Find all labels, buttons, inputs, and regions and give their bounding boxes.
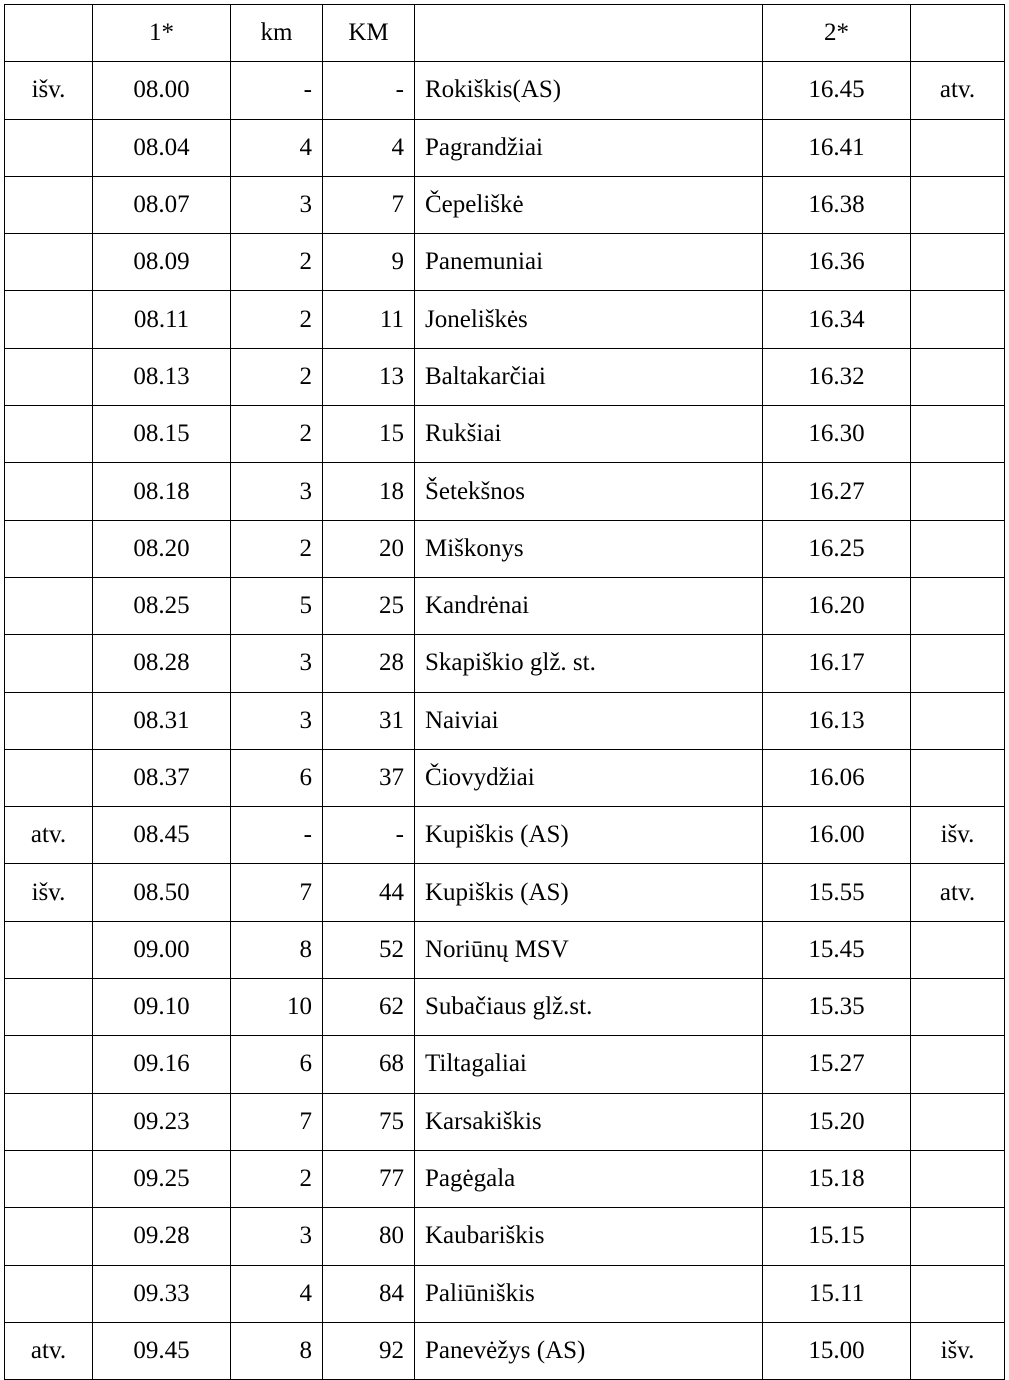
cell-km-total: 20: [323, 520, 415, 577]
cell-km-leg: 10: [231, 979, 323, 1036]
cell-km-total: 11: [323, 291, 415, 348]
table-row: [5, 692, 1005, 749]
cell-km-leg: 8: [231, 921, 323, 978]
cell-time-down: 08.28: [93, 635, 231, 692]
table-row: [5, 520, 1005, 577]
cell-departure-left: [5, 520, 93, 577]
cell-departure-left: [5, 749, 93, 806]
cell-departure-right: išv.: [911, 807, 1005, 864]
cell-departure-left: [5, 1208, 93, 1265]
header-km-total: KM: [323, 5, 415, 62]
table-row: [5, 1150, 1005, 1207]
cell-departure-left: [5, 692, 93, 749]
cell-departure-left: [5, 1150, 93, 1207]
cell-departure-left: [5, 463, 93, 520]
cell-time-up: 16.17: [763, 635, 911, 692]
cell-time-down: 08.07: [93, 176, 231, 233]
cell-km-total: 92: [323, 1322, 415, 1379]
cell-departure-right: [911, 1150, 1005, 1207]
cell-km-leg: 7: [231, 864, 323, 921]
cell-station: Rokiškis(AS): [415, 62, 763, 119]
table-row: [5, 749, 1005, 806]
cell-departure-right: [911, 577, 1005, 634]
cell-time-up: 16.45: [763, 62, 911, 119]
cell-km-total: 75: [323, 1093, 415, 1150]
cell-km-leg: 3: [231, 463, 323, 520]
cell-km-leg: 2: [231, 406, 323, 463]
cell-time-up: 15.15: [763, 1208, 911, 1265]
table-row: [5, 291, 1005, 348]
cell-time-down: 09.00: [93, 921, 231, 978]
cell-km-leg: 4: [231, 1265, 323, 1322]
cell-km-leg: 8: [231, 1322, 323, 1379]
table-row: [5, 577, 1005, 634]
cell-km-leg: 4: [231, 119, 323, 176]
cell-departure-left: [5, 979, 93, 1036]
cell-time-up: 15.11: [763, 1265, 911, 1322]
cell-km-total: 9: [323, 234, 415, 291]
cell-departure-left: [5, 406, 93, 463]
cell-time-up: 16.06: [763, 749, 911, 806]
cell-station: Rukšiai: [415, 406, 763, 463]
cell-station: Panevėžys (AS): [415, 1322, 763, 1379]
cell-km-leg: 2: [231, 520, 323, 577]
cell-departure-left: [5, 119, 93, 176]
cell-station: Joneliškės: [415, 291, 763, 348]
cell-km-total: 7: [323, 176, 415, 233]
cell-departure-left: [5, 291, 93, 348]
cell-km-total: 62: [323, 979, 415, 1036]
cell-time-up: 16.36: [763, 234, 911, 291]
cell-km-total: 25: [323, 577, 415, 634]
cell-km-total: -: [323, 62, 415, 119]
cell-departure-left: [5, 635, 93, 692]
cell-departure-right: [911, 921, 1005, 978]
cell-departure-right: [911, 1036, 1005, 1093]
cell-departure-right: [911, 176, 1005, 233]
cell-departure-right: [911, 979, 1005, 1036]
cell-km-leg: 6: [231, 1036, 323, 1093]
cell-km-total: 52: [323, 921, 415, 978]
cell-station: Miškonys: [415, 520, 763, 577]
cell-km-total: -: [323, 807, 415, 864]
cell-departure-left: išv.: [5, 62, 93, 119]
cell-departure-right: išv.: [911, 1322, 1005, 1379]
cell-time-down: 08.18: [93, 463, 231, 520]
cell-km-leg: -: [231, 62, 323, 119]
cell-km-total: 68: [323, 1036, 415, 1093]
cell-departure-left: [5, 1265, 93, 1322]
cell-station: Skapiškio glž. st.: [415, 635, 763, 692]
header-station: [415, 5, 763, 62]
cell-km-total: 44: [323, 864, 415, 921]
cell-km-total: 4: [323, 119, 415, 176]
cell-departure-right: atv.: [911, 62, 1005, 119]
header-dep-right: [911, 5, 1005, 62]
cell-time-up: 15.27: [763, 1036, 911, 1093]
cell-departure-right: [911, 520, 1005, 577]
cell-station: Naiviai: [415, 692, 763, 749]
cell-departure-right: [911, 1265, 1005, 1322]
cell-departure-right: [911, 234, 1005, 291]
cell-km-total: 28: [323, 635, 415, 692]
cell-station: Pagėgala: [415, 1150, 763, 1207]
table-row: [5, 234, 1005, 291]
cell-departure-left: [5, 176, 93, 233]
cell-station: Kaubariškis: [415, 1208, 763, 1265]
table-row: [5, 635, 1005, 692]
cell-km-leg: -: [231, 807, 323, 864]
cell-time-up: 16.32: [763, 348, 911, 405]
cell-time-down: 09.16: [93, 1036, 231, 1093]
cell-time-down: 09.28: [93, 1208, 231, 1265]
table-row: [5, 1208, 1005, 1265]
cell-km-total: 15: [323, 406, 415, 463]
cell-km-total: 31: [323, 692, 415, 749]
cell-km-leg: 3: [231, 635, 323, 692]
cell-time-down: 08.50: [93, 864, 231, 921]
cell-time-up: 16.00: [763, 807, 911, 864]
cell-departure-right: [911, 348, 1005, 405]
table-row: [5, 807, 1005, 864]
cell-km-total: 18: [323, 463, 415, 520]
cell-time-down: 08.00: [93, 62, 231, 119]
cell-station: Kupiškis (AS): [415, 864, 763, 921]
cell-departure-left: išv.: [5, 864, 93, 921]
cell-time-down: 09.10: [93, 979, 231, 1036]
cell-time-up: 16.20: [763, 577, 911, 634]
cell-time-up: 16.30: [763, 406, 911, 463]
cell-km-total: 37: [323, 749, 415, 806]
table-row: [5, 921, 1005, 978]
table-header: [5, 5, 1005, 62]
cell-time-up: 15.18: [763, 1150, 911, 1207]
table-row: [5, 348, 1005, 405]
cell-departure-right: [911, 1208, 1005, 1265]
cell-station: Šetekšnos: [415, 463, 763, 520]
table-body: [5, 62, 1005, 1380]
table-row: [5, 406, 1005, 463]
cell-station: Baltakarčiai: [415, 348, 763, 405]
cell-departure-right: [911, 1093, 1005, 1150]
cell-time-up: 16.34: [763, 291, 911, 348]
table-row: [5, 176, 1005, 233]
cell-departure-right: [911, 635, 1005, 692]
cell-km-leg: 5: [231, 577, 323, 634]
cell-time-down: 08.15: [93, 406, 231, 463]
cell-time-down: 09.25: [93, 1150, 231, 1207]
cell-km-total: 80: [323, 1208, 415, 1265]
cell-time-down: 09.45: [93, 1322, 231, 1379]
table-row: [5, 119, 1005, 176]
cell-time-down: 08.04: [93, 119, 231, 176]
cell-time-down: 08.20: [93, 520, 231, 577]
table-row: [5, 62, 1005, 119]
cell-time-up: 16.38: [763, 176, 911, 233]
cell-km-leg: 6: [231, 749, 323, 806]
cell-time-down: 09.33: [93, 1265, 231, 1322]
cell-departure-left: [5, 1036, 93, 1093]
cell-time-up: 15.55: [763, 864, 911, 921]
cell-departure-left: atv.: [5, 1322, 93, 1379]
table-row: [5, 463, 1005, 520]
cell-station: Tiltagaliai: [415, 1036, 763, 1093]
cell-time-up: 15.20: [763, 1093, 911, 1150]
cell-time-up: 15.00: [763, 1322, 911, 1379]
cell-departure-right: [911, 749, 1005, 806]
cell-km-leg: 3: [231, 1208, 323, 1265]
cell-station: Panemuniai: [415, 234, 763, 291]
cell-time-down: 08.45: [93, 807, 231, 864]
header-km-leg: km: [231, 5, 323, 62]
cell-time-down: 08.09: [93, 234, 231, 291]
cell-km-total: 77: [323, 1150, 415, 1207]
cell-km-leg: 3: [231, 176, 323, 233]
cell-departure-left: [5, 1093, 93, 1150]
cell-station: Subačiaus glž.st.: [415, 979, 763, 1036]
cell-departure-right: [911, 291, 1005, 348]
cell-km-leg: 3: [231, 692, 323, 749]
cell-departure-right: atv.: [911, 864, 1005, 921]
cell-departure-left: [5, 348, 93, 405]
cell-time-down: 08.37: [93, 749, 231, 806]
cell-km-leg: 7: [231, 1093, 323, 1150]
cell-km-leg: 2: [231, 1150, 323, 1207]
cell-time-up: 15.45: [763, 921, 911, 978]
cell-departure-left: [5, 921, 93, 978]
cell-station: Čepeliškė: [415, 176, 763, 233]
header-time-down: 1*: [93, 5, 231, 62]
cell-departure-right: [911, 692, 1005, 749]
cell-km-leg: 2: [231, 234, 323, 291]
cell-time-down: 08.25: [93, 577, 231, 634]
table-row: [5, 979, 1005, 1036]
cell-time-down: 08.13: [93, 348, 231, 405]
cell-km-leg: 2: [231, 348, 323, 405]
cell-station: Kupiškis (AS): [415, 807, 763, 864]
cell-station: Pagrandžiai: [415, 119, 763, 176]
cell-departure-left: atv.: [5, 807, 93, 864]
cell-departure-right: [911, 406, 1005, 463]
bus-timetable: [4, 4, 1005, 1380]
cell-km-total: 84: [323, 1265, 415, 1322]
cell-time-up: 16.13: [763, 692, 911, 749]
cell-time-down: 08.11: [93, 291, 231, 348]
cell-station: Čiovydžiai: [415, 749, 763, 806]
header-dep-left: [5, 5, 93, 62]
cell-time-up: 16.27: [763, 463, 911, 520]
cell-departure-left: [5, 577, 93, 634]
cell-time-up: 16.41: [763, 119, 911, 176]
cell-departure-left: [5, 234, 93, 291]
cell-station: Kandrėnai: [415, 577, 763, 634]
cell-km-leg: 2: [231, 291, 323, 348]
table-row: [5, 1322, 1005, 1379]
header-time-up: 2*: [763, 5, 911, 62]
table-row: [5, 864, 1005, 921]
cell-station: Karsakiškis: [415, 1093, 763, 1150]
cell-departure-right: [911, 463, 1005, 520]
cell-km-total: 13: [323, 348, 415, 405]
table-row: [5, 1036, 1005, 1093]
header-row: [5, 5, 1005, 62]
cell-time-down: 09.23: [93, 1093, 231, 1150]
table-row: [5, 1265, 1005, 1322]
cell-station: Noriūnų MSV: [415, 921, 763, 978]
cell-time-up: 15.35: [763, 979, 911, 1036]
cell-time-up: 16.25: [763, 520, 911, 577]
cell-departure-right: [911, 119, 1005, 176]
table-row: [5, 1093, 1005, 1150]
cell-time-down: 08.31: [93, 692, 231, 749]
cell-station: Paliūniškis: [415, 1265, 763, 1322]
